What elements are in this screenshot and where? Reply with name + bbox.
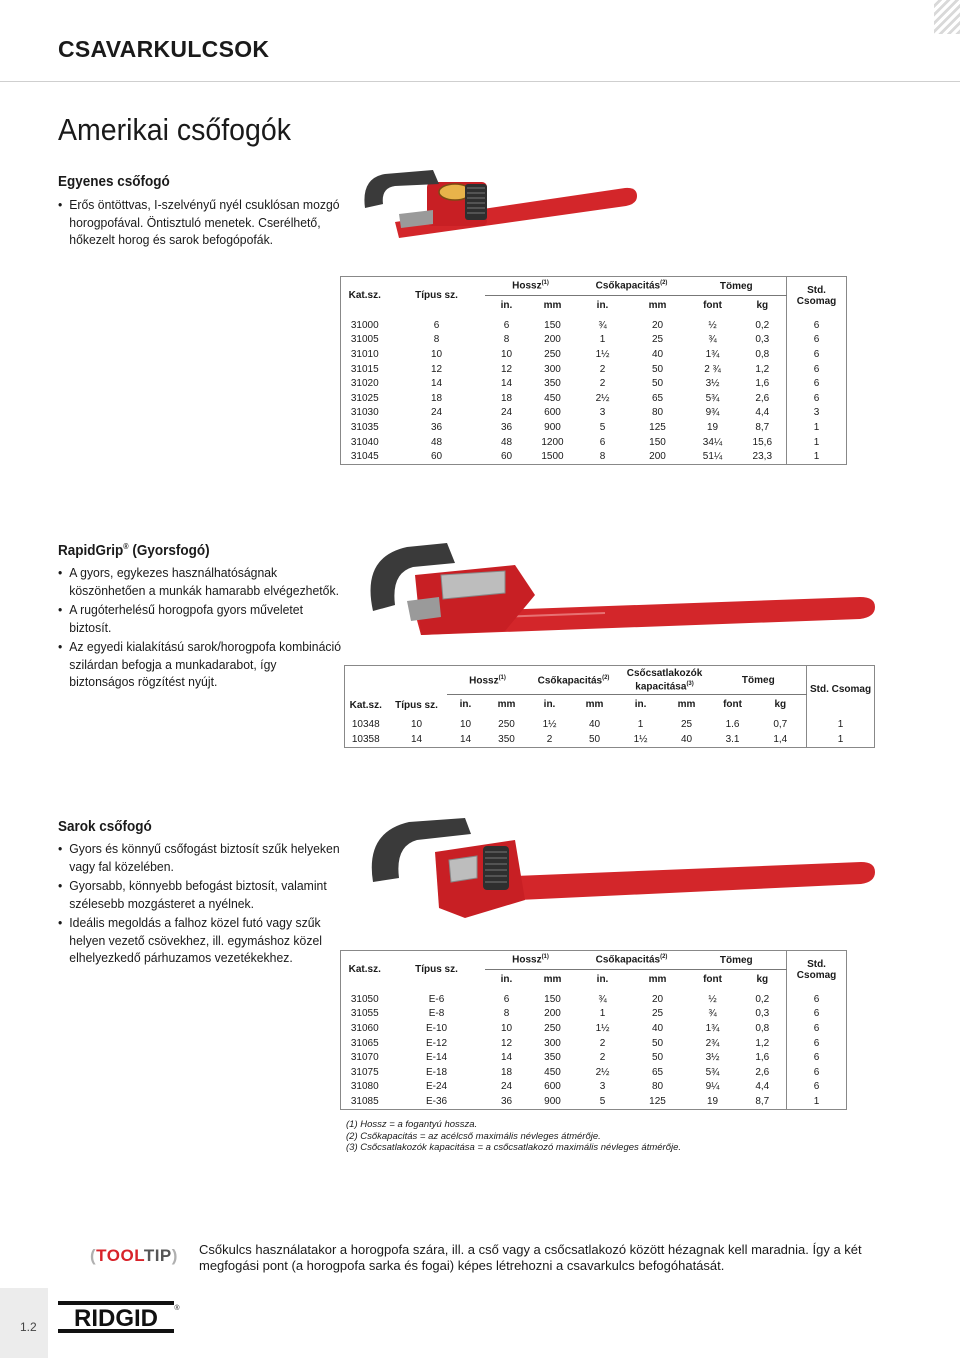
col-kat: Kat.sz. — [341, 951, 389, 989]
table-cell: 50 — [651, 378, 664, 390]
table-cell: 1500 — [541, 451, 564, 463]
table-cell: 60 — [500, 451, 513, 463]
table-cell: E-8 — [428, 1008, 445, 1020]
table-cell: 1 — [807, 713, 875, 732]
table-cell: 31040 — [350, 436, 379, 448]
table-cell: 6 — [787, 347, 847, 362]
table-cell: 50 — [651, 363, 664, 375]
col-hossz: Hossz$^{(1)}$ — [485, 277, 577, 296]
bullet-item: • Gyors és könnyű csőfogást biztosít szűk helyeken vagy fal közelében. — [58, 840, 342, 875]
table-cell: 2 — [599, 378, 606, 390]
table-cell: 2 — [599, 1052, 606, 1064]
adjusting-nut — [465, 184, 487, 220]
table-row — [341, 1094, 847, 1109]
table-cell: 2¾ — [705, 1037, 720, 1049]
table-cell: 40 — [588, 719, 601, 731]
table-cell: 31005 — [350, 334, 379, 346]
table-cell: 8,7 — [755, 1095, 770, 1107]
table-cell: 900 — [544, 421, 561, 433]
table-cell: 250 — [498, 719, 515, 731]
table-cell: 51¼ — [702, 451, 723, 463]
sub-in: in. — [447, 695, 485, 714]
table-row — [341, 333, 847, 348]
corner-decoration — [934, 0, 960, 34]
table-cell: 9¾ — [705, 407, 720, 419]
table-cell: 125 — [649, 421, 666, 433]
sub-kg: kg — [739, 970, 787, 989]
table-cell: 15,6 — [752, 436, 773, 448]
table-cell: 31070 — [350, 1052, 379, 1064]
col-tomeg: Tömeg — [711, 666, 807, 695]
table-cell: 300 — [544, 1037, 561, 1049]
table-cell: 31065 — [350, 1037, 379, 1049]
table-cell: 14 — [410, 733, 423, 745]
logo-registered: ® — [174, 1305, 180, 1312]
table-cell: 6 — [787, 1021, 847, 1036]
table-cell: 36 — [500, 1095, 513, 1107]
table-cell: ½ — [708, 319, 717, 331]
col-hossz: Hossz$^{(1)}$ — [447, 666, 529, 695]
section-title-rapidgrip: RapidGrip® (Gyorsfogó) — [58, 542, 210, 559]
table-cell: 6 — [787, 362, 847, 377]
table-cell: 19 — [706, 421, 719, 433]
table-cell: 31080 — [350, 1081, 379, 1093]
sub-in: in. — [529, 695, 571, 714]
table-cell: ½ — [708, 993, 717, 1005]
table-cell: 31015 — [350, 363, 379, 375]
table-cell: 6 — [787, 988, 847, 1007]
table-cell: 1,4 — [773, 733, 788, 745]
table-cell: 0,2 — [755, 319, 770, 331]
table-row — [341, 1021, 847, 1036]
table-cell: 48 — [430, 436, 443, 448]
footnotes — [346, 1119, 681, 1154]
page-number: 1.2 — [20, 1320, 37, 1334]
table-cell: 10 — [410, 719, 423, 731]
offset-pipe-wrench-image — [365, 812, 885, 932]
table-row — [341, 420, 847, 435]
table-cell: ¾ — [708, 1008, 717, 1020]
table-cell: 50 — [588, 733, 601, 745]
table-row — [345, 732, 875, 747]
table-cell: 8 — [433, 334, 440, 346]
table-cell: ¾ — [708, 334, 717, 346]
bullet-item: • Erős öntöttvas, I-szelvényű nyél csuklósan mozgó horogpofával. Öntisztuló menetek. Cserélhető, hőkezelt horog és sarok befogópofák. — [58, 196, 342, 249]
table-cell: 10 — [500, 1022, 513, 1034]
table-cell: 36 — [500, 421, 513, 433]
table-cell: 6 — [787, 1007, 847, 1022]
table-cell: 31075 — [350, 1066, 379, 1078]
sub-kg: kg — [739, 296, 787, 315]
table-cell: 1 — [807, 732, 875, 747]
table-cell: 10358 — [351, 733, 380, 745]
table-cell: 1 — [637, 719, 644, 731]
table-cell: 25 — [651, 334, 664, 346]
table-cell: 900 — [544, 1095, 561, 1107]
table-cell: 60 — [430, 451, 443, 463]
col-kapacitas: Csőkapacitás$^{(2)}$ — [529, 666, 619, 695]
table-cell: ¾ — [598, 993, 607, 1005]
table-cell: 0,3 — [755, 1008, 770, 1020]
table-cell: 6 — [433, 319, 440, 331]
table-cell: 6 — [787, 314, 847, 333]
table-body — [341, 988, 847, 1109]
sub-mm: mm — [629, 296, 687, 315]
table-cell: ¾ — [598, 319, 607, 331]
col-tomeg: Tömeg — [687, 277, 787, 296]
table-cell: 65 — [651, 392, 664, 404]
table-cell: 25 — [651, 1008, 664, 1020]
sub-in: in. — [485, 296, 529, 315]
col-tipus: Típus sz. — [389, 277, 485, 315]
sub-font: font — [711, 695, 755, 714]
table-cell: 31000 — [350, 319, 379, 331]
table-cell: 600 — [544, 407, 561, 419]
table-cell: 1¾ — [705, 348, 720, 360]
table-cell: 2,6 — [755, 392, 770, 404]
table-cell: 20 — [651, 993, 664, 1005]
table-cell: 10 — [459, 719, 472, 731]
table-cell: 125 — [649, 1095, 666, 1107]
table-cell: E-10 — [425, 1022, 448, 1034]
table-cell: 0,8 — [755, 348, 770, 360]
table-cell: 6 — [503, 319, 510, 331]
table-cell: 600 — [544, 1081, 561, 1093]
table-cell: 31060 — [350, 1022, 379, 1034]
table-cell: 3½ — [705, 1052, 720, 1064]
table-row — [341, 1080, 847, 1095]
table-cell: 350 — [498, 733, 515, 745]
table-cell: E-6 — [428, 993, 445, 1005]
table-cell: 3 — [599, 407, 606, 419]
table-cell: 24 — [500, 1081, 513, 1093]
table-cell: 2 — [546, 733, 553, 745]
table-cell: 80 — [651, 407, 664, 419]
table-cell: 2 — [599, 1037, 606, 1049]
table-cell: 3½ — [705, 378, 720, 390]
table-cell: 80 — [651, 1081, 664, 1093]
table-cell: 31020 — [350, 378, 379, 390]
table-row — [341, 435, 847, 450]
table-cell: 0,3 — [755, 334, 770, 346]
table-cell: 1 — [599, 334, 606, 346]
table-cell: 18 — [500, 392, 513, 404]
table-row — [341, 362, 847, 377]
col-tipus: Típus sz. — [387, 666, 447, 714]
straight-pipe-wrench-image — [355, 160, 645, 260]
table-cell: E-18 — [425, 1066, 448, 1078]
sub-in: in. — [485, 970, 529, 989]
table-cell: 350 — [544, 378, 561, 390]
table-cell: 8 — [503, 1008, 510, 1020]
table-cell: 1½ — [633, 733, 648, 745]
spec-table-rapidgrip — [344, 665, 875, 748]
table-cell: 5¾ — [705, 392, 720, 404]
table-cell: 14 — [430, 378, 443, 390]
table-cell: 5¾ — [705, 1066, 720, 1078]
table-cell: 6 — [787, 376, 847, 391]
spec-table-offset — [340, 950, 847, 1110]
table-cell: 350 — [544, 1052, 561, 1064]
table-cell: 5 — [599, 421, 606, 433]
col-tomeg: Tömeg — [687, 951, 787, 970]
table-cell: 0,8 — [755, 1022, 770, 1034]
table-cell: 31045 — [350, 451, 379, 463]
table-cell: 200 — [544, 334, 561, 346]
spec-table-straight — [340, 276, 847, 465]
table-cell: 1 — [787, 1094, 847, 1109]
table-row — [345, 713, 875, 732]
section3-bullets — [58, 840, 360, 969]
adjusting-nut — [483, 846, 509, 890]
col-tipus: Típus sz. — [389, 951, 485, 989]
table-cell: 0,7 — [773, 719, 788, 731]
tooltip-label: (TOOLTIP) — [90, 1246, 178, 1265]
table-row — [341, 347, 847, 362]
table-cell: 8 — [599, 451, 606, 463]
table-cell: 1.6 — [725, 719, 740, 731]
table-cell: 31085 — [350, 1095, 379, 1107]
table-cell: 31050 — [350, 993, 379, 1005]
table-cell: 10 — [500, 348, 513, 360]
table-cell: 1½ — [542, 719, 557, 731]
table-cell: 200 — [544, 1008, 561, 1020]
section1-bullets — [58, 196, 360, 251]
footnote: (1) Hossz = a fogantyú hossza. — [346, 1119, 478, 1130]
table-body — [345, 713, 875, 747]
col-kat: Kat.sz. — [345, 666, 387, 714]
table-cell: 24 — [500, 407, 513, 419]
bullet-item: • A gyors, egykezes használhatóságnak köszönhetően a munkák hamarabb elvégezhetők. — [58, 564, 342, 599]
table-cell: E-12 — [425, 1037, 448, 1049]
table-cell: 450 — [544, 1066, 561, 1078]
table-cell: 2 — [599, 363, 606, 375]
table-cell: 6 — [787, 1050, 847, 1065]
table-cell: 2,6 — [755, 1066, 770, 1078]
table-cell: 31025 — [350, 392, 379, 404]
wrench-housing — [435, 840, 525, 918]
table-cell: 9¼ — [705, 1081, 720, 1093]
table-cell: 31010 — [350, 348, 379, 360]
table-row — [341, 449, 847, 464]
table-cell: 8 — [503, 334, 510, 346]
col-kat: Kat.sz. — [341, 277, 389, 315]
table-body — [341, 314, 847, 464]
table-cell: 150 — [649, 436, 666, 448]
sub-mm: mm — [485, 695, 529, 714]
sub-font: font — [687, 296, 739, 315]
table-cell: 31035 — [350, 421, 379, 433]
sub-mm: mm — [529, 970, 577, 989]
table-cell: 250 — [544, 348, 561, 360]
table-cell: 40 — [651, 348, 664, 360]
table-row — [341, 1065, 847, 1080]
sub-mm: mm — [663, 695, 711, 714]
table-row — [341, 1036, 847, 1051]
sub-mm: mm — [571, 695, 619, 714]
col-std: Std. Csomag — [787, 277, 847, 315]
table-cell: 20 — [651, 319, 664, 331]
table-cell: 36 — [430, 421, 443, 433]
col-std: Std. Csomag — [807, 666, 875, 714]
page-title: Amerikai csőfogók — [58, 112, 292, 147]
table-cell: 14 — [500, 1052, 513, 1064]
col-std: Std. Csomag — [787, 951, 847, 989]
col-kapacitas: Csőkapacitás$^{(2)}$ — [577, 951, 687, 970]
table-cell: 6 — [787, 1080, 847, 1095]
table-cell: 40 — [680, 733, 693, 745]
table-cell: 31055 — [350, 1008, 379, 1020]
table-cell: 1 — [787, 420, 847, 435]
table-cell: 19 — [706, 1095, 719, 1107]
table-cell: 250 — [544, 1022, 561, 1034]
sub-mm: mm — [629, 970, 687, 989]
table-cell: 0,2 — [755, 993, 770, 1005]
table-row — [341, 314, 847, 333]
rapidgrip-wrench-image — [355, 535, 885, 655]
wrench-handle — [515, 862, 875, 900]
table-row — [341, 988, 847, 1007]
table-cell: 1¾ — [705, 1022, 720, 1034]
table-cell: E-14 — [425, 1052, 448, 1064]
table-cell: 31030 — [350, 407, 379, 419]
table-cell: 50 — [651, 1052, 664, 1064]
table-cell: 25 — [680, 719, 693, 731]
table-cell: 1 — [787, 435, 847, 450]
table-cell: 1½ — [595, 1022, 610, 1034]
header-divider — [0, 81, 960, 82]
table-cell: 65 — [651, 1066, 664, 1078]
table-cell: E-24 — [425, 1081, 448, 1093]
table-row — [341, 1007, 847, 1022]
footnote: (3) Csőcsatlakozók kapacitása = a csőcsatlakozó maximális névleges átmérője. — [346, 1142, 682, 1153]
table-cell: 150 — [544, 319, 561, 331]
sub-in: in. — [577, 970, 629, 989]
sub-kg: kg — [755, 695, 807, 714]
table-cell: 14 — [500, 378, 513, 390]
table-cell: 1½ — [595, 348, 610, 360]
table-cell: 1200 — [541, 436, 564, 448]
table-cell: 1,2 — [755, 1037, 770, 1049]
sub-mm: mm — [529, 296, 577, 315]
bullet-item: • Az egyedi kialakítású sarok/horogpofa kombináció szilárdan befogja a munkadarabot, így biztonságos rögzítést nyújt. — [58, 638, 342, 691]
table-cell: 6 — [787, 1065, 847, 1080]
table-cell: 150 — [544, 993, 561, 1005]
table-cell: 6 — [787, 391, 847, 406]
table-row — [341, 1050, 847, 1065]
table-cell: 18 — [430, 392, 443, 404]
table-cell: 1,6 — [755, 1052, 770, 1064]
col-kapacitas: Csőkapacitás$^{(2)}$ — [577, 277, 687, 296]
tooltip-text: Csőkulcs használatakor a horogpofa szára, ill. a cső vagy a csőcsatlakozó között hézagnak kell maradnia. Így a két megfogási pont (a horogpofa sarka és fogai) képes létrehozni a csavarkulcs befogóhatását. — [199, 1242, 862, 1273]
table-row — [341, 376, 847, 391]
section-title-straight: Egyenes csőfogó — [58, 173, 170, 190]
table-cell: 8,7 — [755, 421, 770, 433]
table-cell: 5 — [599, 1095, 606, 1107]
table-cell: 3 — [787, 406, 847, 421]
table-cell: 14 — [459, 733, 472, 745]
header-title: CSAVARKULCSOK — [58, 36, 270, 62]
table-cell: 6 — [787, 333, 847, 348]
section-title-offset: Sarok csőfogó — [58, 818, 152, 835]
table-cell: 12 — [500, 363, 513, 375]
table-cell: 300 — [544, 363, 561, 375]
col-hossz: Hossz$^{(1)}$ — [485, 951, 577, 970]
table-cell: 48 — [500, 436, 513, 448]
table-cell: 3.1 — [725, 733, 740, 745]
table-cell: 1 — [787, 449, 847, 464]
table-cell: 6 — [787, 1036, 847, 1051]
table-cell: 1,6 — [755, 378, 770, 390]
table-cell: 2½ — [595, 392, 610, 404]
table-cell: 12 — [500, 1037, 513, 1049]
ridgid-logo — [58, 1300, 180, 1334]
sub-in: in. — [619, 695, 663, 714]
bullet-item: • Ideális megoldás a falhoz közel futó vagy szűk helyen vezető csövekhez, ill. egymáshoz közel elhelyezkedő párhuzamos vezetékekhez. — [58, 914, 342, 967]
table-cell: 23,3 — [752, 451, 773, 463]
table-cell: 10 — [430, 348, 443, 360]
table-cell: 3 — [599, 1081, 606, 1093]
table-cell: 450 — [544, 392, 561, 404]
bullet-item: • Gyorsabb, könnyebb befogást biztosít, valamint szélesebb mozgásteret a nyélnek. — [58, 877, 342, 912]
table-cell: E-36 — [425, 1095, 448, 1107]
table-cell: 40 — [651, 1022, 664, 1034]
table-cell: 10348 — [351, 719, 380, 731]
table-cell: 6 — [503, 993, 510, 1005]
table-cell: 24 — [430, 407, 443, 419]
table-cell: 200 — [649, 451, 666, 463]
table-cell: 6 — [599, 436, 606, 448]
bullet-item: • A rugóterhelésű horogpofa gyors műveletet biztosít. — [58, 601, 342, 636]
logo-text: RIDGID — [74, 1305, 158, 1332]
table-row — [341, 406, 847, 421]
table-cell: 34¼ — [702, 436, 723, 448]
table-cell: 4,4 — [755, 407, 770, 419]
table-cell: 50 — [651, 1037, 664, 1049]
section2-bullets — [58, 564, 360, 693]
heel-jaw — [407, 597, 441, 621]
heel-jaw — [449, 856, 477, 882]
table-cell: 4,4 — [755, 1081, 770, 1093]
table-cell: 2 ¾ — [704, 363, 721, 375]
table-cell: 1,2 — [755, 363, 770, 375]
table-cell: 12 — [430, 363, 443, 375]
table-row — [341, 391, 847, 406]
table-cell: 1 — [599, 1008, 606, 1020]
table-cell: 2½ — [595, 1066, 610, 1078]
col-csatlakozo: Csőcsatlakozók kapacitása$^{(3)}$ — [619, 666, 711, 695]
sub-font: font — [687, 970, 739, 989]
footnote: (2) Csőkapacitás = az acélcső maximális névleges átmérője. — [346, 1130, 601, 1142]
sub-in: in. — [577, 296, 629, 315]
table-cell: 18 — [500, 1066, 513, 1078]
